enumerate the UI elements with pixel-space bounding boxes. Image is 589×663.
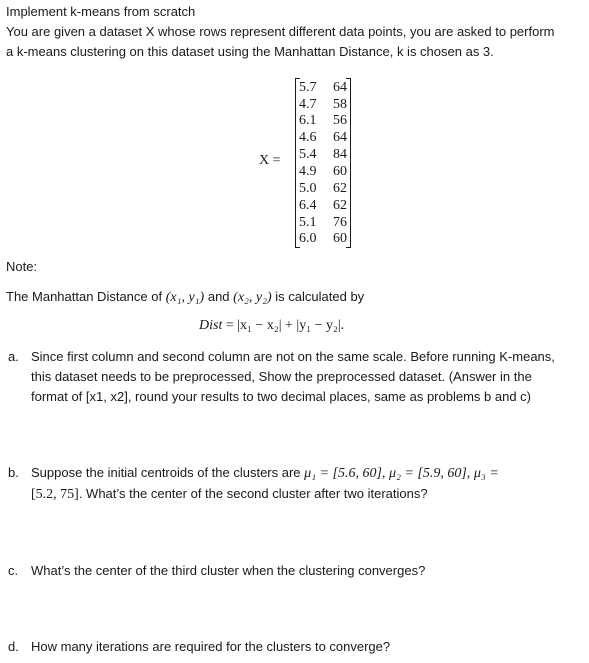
- matrix-cell: 4.7: [299, 97, 317, 112]
- matrix-row: [299, 147, 347, 163]
- matrix-row: [299, 80, 347, 96]
- matrix-row: [299, 164, 347, 180]
- matrix-cell: 6.1: [299, 113, 317, 128]
- matrix-cell: 5.7: [299, 80, 317, 95]
- matrix-cell: 58: [333, 97, 347, 112]
- page-title: Implement k-means from scratch: [6, 4, 196, 19]
- item-b-question: . What’s the center of the second cluster after two iterations?: [78, 486, 428, 501]
- item-d-text: How many iterations are required for the clusters to converge?: [31, 639, 391, 654]
- matrix-cell: 4.9: [299, 164, 317, 179]
- matrix-row: [299, 181, 347, 197]
- item-d-letter: d.: [8, 639, 19, 654]
- note-suffix: is calculated by: [275, 289, 365, 304]
- matrix-cell: 60: [333, 164, 347, 179]
- matrix-cell: 64: [333, 130, 347, 145]
- matrix-cell: 5.4: [299, 147, 317, 162]
- item-b-letter: b.: [8, 465, 19, 480]
- note-and: and: [207, 289, 230, 304]
- matrix-cell: 56: [333, 113, 347, 128]
- matrix-row: [299, 97, 347, 113]
- item-b-line-1: [31, 463, 579, 484]
- matrix-cell: 84: [333, 147, 347, 162]
- item-a-text: [31, 347, 579, 407]
- matrix-cell: 64: [333, 80, 347, 95]
- matrix-body: [295, 76, 351, 248]
- note-pair-2: (x₂, y₂): [233, 290, 272, 305]
- centroid-mu2: μ₂ = [5.9, 60],: [389, 466, 471, 481]
- item-b-text: [31, 463, 579, 505]
- centroid-mu1: μ₁ = [5.6, 60],: [304, 466, 386, 481]
- note-pair-1: (x₁, y₁): [165, 290, 205, 305]
- centroid-mu3-value: [5.2, 75]: [31, 487, 79, 502]
- matrix-label-text: X =: [259, 153, 281, 168]
- item-a-line: format of [x1, x2], round your results to two decimal places, same as problems b and c): [31, 389, 531, 404]
- item-a-line: this dataset needs to be preprocessed, Show the preprocessed dataset. (Answer in the: [31, 369, 532, 384]
- matrix-cell: 4.6: [299, 130, 317, 145]
- matrix-label: [259, 153, 281, 169]
- matrix-row: [299, 198, 347, 214]
- matrix-cell: 62: [333, 198, 347, 213]
- item-b-line-2: [31, 484, 579, 505]
- note-label: Note:: [6, 259, 38, 274]
- note-text: [6, 289, 364, 306]
- matrix-cell: 62: [333, 181, 347, 196]
- matrix-row: [299, 215, 347, 231]
- distance-rhs: = |x₁ − x₂| + |y₁ − y₂|.: [225, 318, 345, 333]
- matrix-cell: 6.0: [299, 231, 317, 246]
- matrix-cell: 60: [333, 231, 347, 246]
- matrix-cell: 5.1: [299, 215, 317, 230]
- item-b-prefix: Suppose the initial centroids of the clusters are: [31, 465, 301, 480]
- item-a-line: Since first column and second column are not on the same scale. Before running K-means,: [31, 349, 555, 364]
- note-prefix: The Manhattan Distance of: [6, 289, 163, 304]
- item-c-letter: c.: [8, 563, 19, 578]
- matrix-row: [299, 130, 347, 146]
- matrix-cell: 5.0: [299, 181, 317, 196]
- matrix-cell: 76: [333, 215, 347, 230]
- matrix-row: [299, 231, 347, 247]
- matrix-cell: 6.4: [299, 198, 317, 213]
- distance-formula: [199, 318, 344, 334]
- intro-line-1: You are given a dataset X whose rows represent different data points, you are asked to perform: [6, 24, 555, 39]
- item-c-text: What’s the center of the third cluster when the clustering converges?: [31, 563, 426, 578]
- centroid-mu3: μ₃ =: [473, 466, 499, 481]
- intro-line-2: a k-means clustering on this dataset using the Manhattan Distance, k is chosen as 3.: [6, 44, 494, 59]
- distance-lhs: Dist: [199, 318, 223, 333]
- item-a-letter: a.: [8, 349, 19, 364]
- matrix-row: [299, 113, 347, 129]
